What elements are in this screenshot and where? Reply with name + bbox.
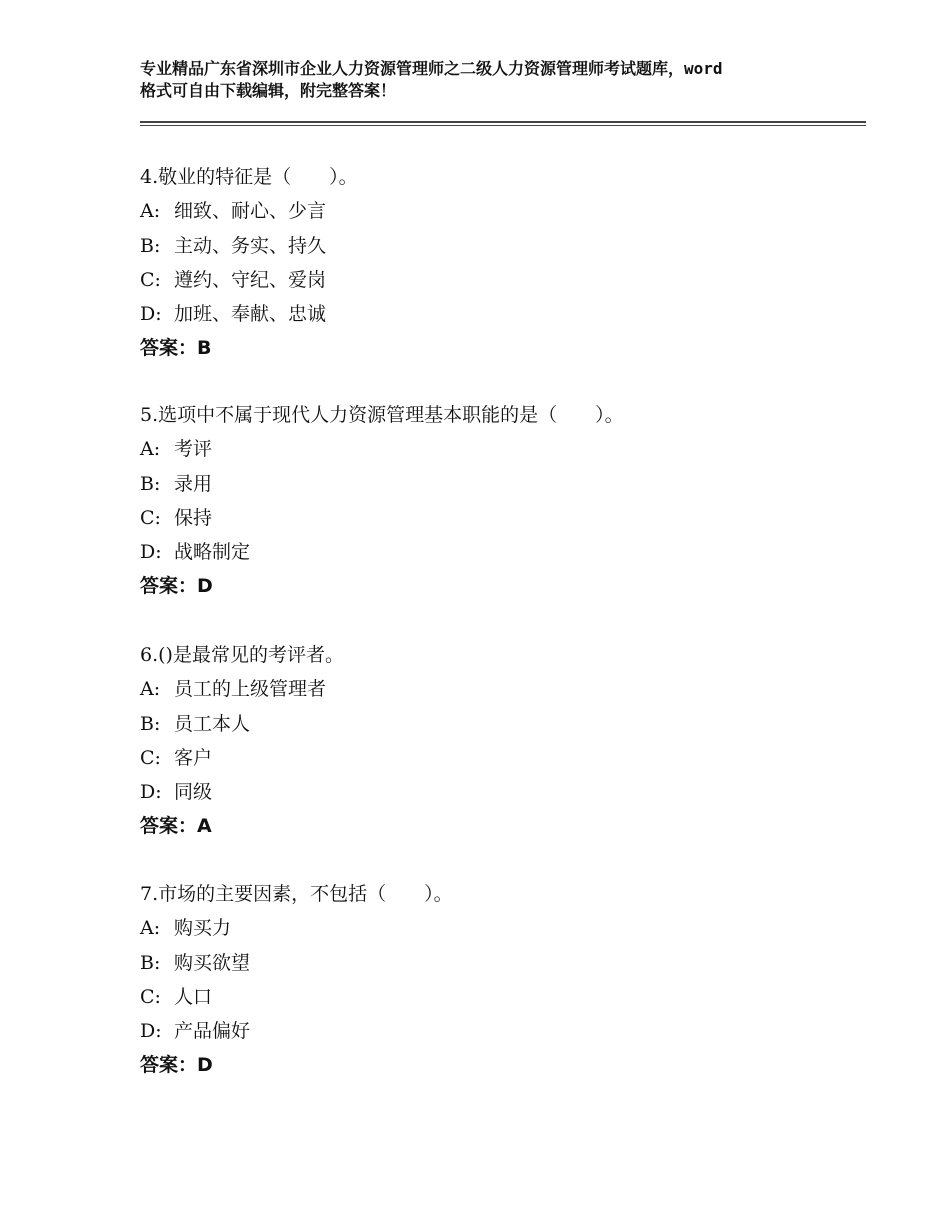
option-key: A: [140, 200, 161, 223]
question-stem: 5.选项中不属于现代人力资源管理基本职能的是（ ）。 [140, 404, 624, 426]
question-4 [140, 160, 860, 366]
header-divider-bottom [140, 125, 866, 127]
option-text: 员工本人 [174, 712, 251, 735]
option-text: 产品偏好 [174, 1020, 251, 1043]
option-a [140, 194, 860, 228]
option-text: 战略制定 [174, 541, 251, 564]
answer-line: 答案：D [140, 575, 213, 598]
header-divider-top [140, 121, 866, 123]
answer-line: 答案：D [140, 1054, 213, 1077]
option-d [140, 1014, 860, 1048]
option-text: 加班、奉献、忠诚 [174, 303, 327, 326]
option-a [140, 672, 860, 706]
option-text: 主动、务实、持久 [174, 234, 327, 257]
option-d [140, 535, 860, 569]
option-d [140, 775, 860, 809]
option-text: 同级 [174, 781, 213, 804]
option-d [140, 297, 860, 331]
option-text: 录用 [174, 472, 213, 495]
option-key: C: [140, 506, 161, 529]
header-title-line-2: 格式可自由下载编辑，附完整答案！ [140, 81, 397, 100]
option-text: 遵约、守纪、爱岗 [174, 268, 327, 291]
option-text: 人口 [174, 985, 213, 1008]
option-key: B: [140, 951, 161, 974]
option-key: A: [140, 678, 161, 701]
question-7 [140, 877, 860, 1083]
question-stem: 7.市场的主要因素，不包括（ ）。 [140, 883, 453, 905]
option-text: 客户 [174, 746, 213, 769]
option-b [140, 467, 860, 501]
option-key: C: [140, 268, 161, 291]
option-c [140, 263, 860, 297]
option-c [140, 741, 860, 775]
option-key: A: [140, 917, 161, 940]
option-a [140, 911, 860, 945]
option-b [140, 946, 860, 980]
option-key: D: [140, 781, 162, 804]
option-text: 购买力 [174, 917, 232, 940]
option-key: D: [140, 1020, 162, 1043]
option-key: C: [140, 746, 161, 769]
option-text: 员工的上级管理者 [174, 678, 327, 701]
option-key: B: [140, 234, 161, 257]
option-key: C: [140, 985, 161, 1008]
option-text: 购买欲望 [174, 951, 251, 974]
answer-line: 答案：A [140, 815, 212, 838]
option-text: 考评 [174, 438, 213, 461]
option-a [140, 432, 860, 466]
option-key: D: [140, 303, 162, 326]
header-title-line-1: 专业精品广东省深圳市企业人力资源管理师之二级人力资源管理师考试题库，word [140, 59, 723, 78]
option-c [140, 501, 860, 535]
question-stem: 4.敬业的特征是（ ）。 [140, 166, 358, 188]
option-key: B: [140, 472, 161, 495]
option-b [140, 229, 860, 263]
option-key: D: [140, 541, 162, 564]
question-5 [140, 398, 860, 604]
question-stem: 6.()是最常见的考评者。 [140, 644, 344, 666]
option-key: A: [140, 438, 161, 461]
option-text: 细致、耐心、少言 [174, 200, 327, 223]
question-6 [140, 638, 860, 844]
option-b [140, 707, 860, 741]
option-c [140, 980, 860, 1014]
answer-line: 答案：B [140, 337, 212, 360]
option-key: B: [140, 712, 161, 735]
option-text: 保持 [174, 506, 213, 529]
document-header [140, 58, 840, 102]
